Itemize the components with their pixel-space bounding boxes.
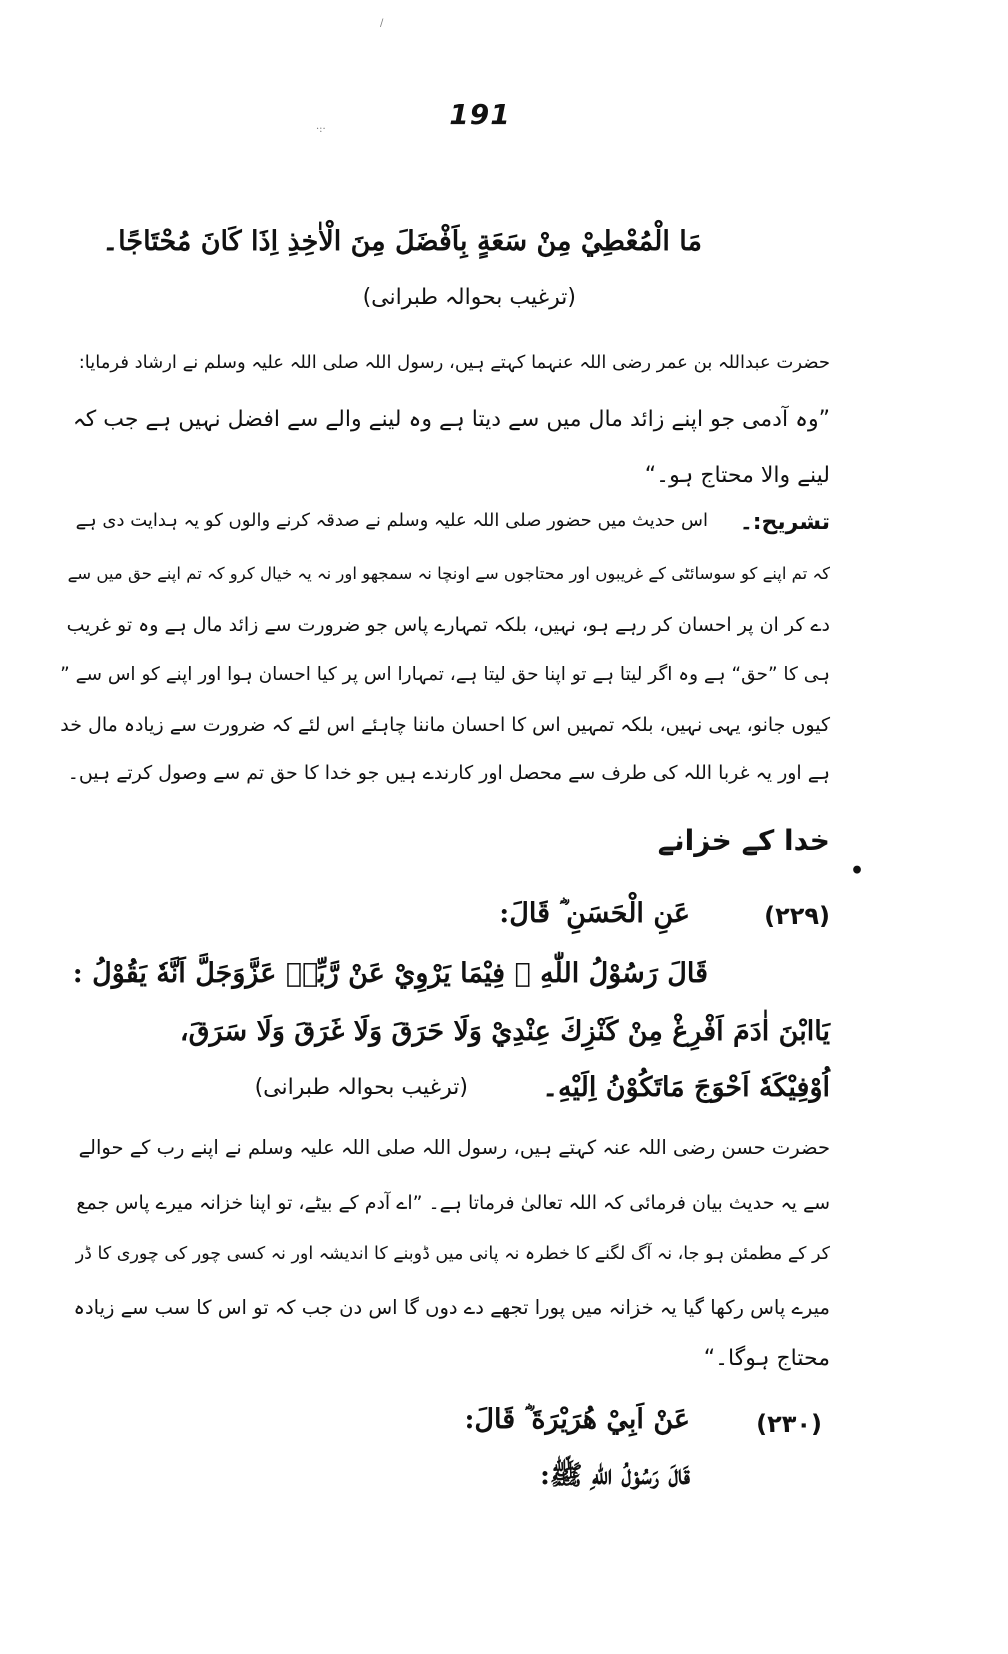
translation-line: میرے پاس رکھا گیا یہ خزانہ میں پورا تجھے دے دوں گا اس دن جب کہ تو اس کا سب سے زیادہ [73, 1296, 830, 1319]
page-number: 191 [449, 98, 511, 131]
commentary-label: تشریح:۔ [739, 510, 830, 535]
commentary-line: کیوں جانو، یہی نہیں، بلکہ تمہیں اس کا احسان ماننا چاہئے اس لئے کہ ضرورت سے زیادہ مال خد [60, 714, 830, 736]
commentary-line: کہ تم اپنے کو سوسائٹی کے غریبوں اور محتاجوں سے اونچا نہ سمجھو اور نہ یہ خیال کرو کہ تم اپنے حق میں سے [67, 564, 830, 583]
translation-line: حضرت عبداللہ بن عمر رضی اللہ عنہما کہتے ہیں، رسول اللہ صلی اللہ علیہ وسلم نے ارشاد فرمایا: [78, 352, 830, 373]
hadith-arabic-text: عَنْ اَبِيْ هُرَيْرَةَ ؓ قَالَ: [464, 1404, 690, 1435]
hadith-arabic-text: مَا الْمُعْطِيْ مِنْ سَعَةٍ بِاَفْضَلَ مِنَ الْاٰخِذِ اِذَا كَانَ مُحْتَاجًا۔ [102, 226, 702, 257]
scan-speck: ·:· [316, 124, 326, 135]
hadith-reference: (ترغیب بحوالہ طبرانی) [254, 1075, 468, 1100]
commentary-line: اس حدیث میں حضور صلی اللہ علیہ وسلم نے صدقہ کرنے والوں کو یہ ہدایت دی ہے [75, 510, 708, 531]
hadith-number: (۲۲۹) [764, 902, 830, 930]
scan-speck: / [380, 18, 384, 29]
hadith-arabic-text: قَالَ رَسُوْلُ اللّٰهِ ﷺ: [539, 1460, 690, 1491]
translation-line: حضرت حسن رضی اللہ عنہ کہتے ہیں، رسول اللہ صلی اللہ علیہ وسلم نے اپنے رب کے حوالے [78, 1136, 830, 1159]
translation-line: کر کے مطمئن ہو جا، نہ آگ لگنے کا خطرہ نہ پانی میں ڈوبنے کا اندیشہ اور نہ کسی چور کی چوری کا ڈر [75, 1244, 830, 1264]
section-heading: خدا کے خزانے [657, 824, 830, 857]
commentary-line: ہے اور یہ غربا اللہ کی طرف سے محصل اور کارندے ہیں جو خدا کا حق تم سے وصول کرتے ہیں۔ [67, 762, 830, 784]
hadith-reference: (ترغیب بحوالہ طبرانی) [362, 285, 576, 310]
hadith-arabic-text: اُوْفِيْكَهٗ اَحْوَجَ مَاتَكُوْنُ اِلَيْهِ۔ [542, 1072, 830, 1103]
translation-line: سے یہ حدیث بیان فرمائی کہ اللہ تعالیٰ فرماتا ہے۔ ”اے آدم کے بیٹے، تو اپنا خزانہ میرے پاس جمع [76, 1192, 830, 1214]
heading-bullet: • [850, 858, 865, 884]
translation-line: محتاج ہوگا۔“ [703, 1346, 830, 1371]
translation-line: ”وہ آدمی جو اپنے زائد مال میں سے دیتا ہے وہ لینے والے سے افضل نہیں ہے جب کہ [72, 407, 830, 432]
hadith-arabic-text: قَالَ رَسُوْلُ اللّٰهِ ﷺ فِيْمَا يَرْوِيْ عَنْ رَّبِّهٖ عَزَّوَجَلَّ اَنَّهٗ يَقُوْلُ : [72, 958, 708, 989]
hadith-arabic-text: يَاابْنَ اٰدَمَ اَفْرِغْ مِنْ كَنْزِكَ عِنْدِيْ وَلَا حَرَقَ وَلَا غَرَقَ وَلَا سَرَقَ، [179, 1016, 830, 1047]
commentary-line: ہی کا ”حق“ ہے وہ اگر لیتا ہے تو اپنا حق لیتا ہے، تمہارا اس پر کیا احسان ہوا اور اپنے کو اس سے ” [60, 664, 830, 685]
translation-line: لینے والا محتاج ہو۔“ [644, 463, 830, 488]
hadith-number: (۲۳۰) [756, 1410, 822, 1438]
commentary-line: دے کر ان پر احسان کر رہے ہو، نہیں، بلکہ تمہارے پاس جو ضرورت سے زائد مال ہے وہ تو غریب [66, 614, 830, 636]
hadith-arabic-text: عَنِ الْحَسَنِ ؓ قَالَ: [499, 898, 690, 929]
